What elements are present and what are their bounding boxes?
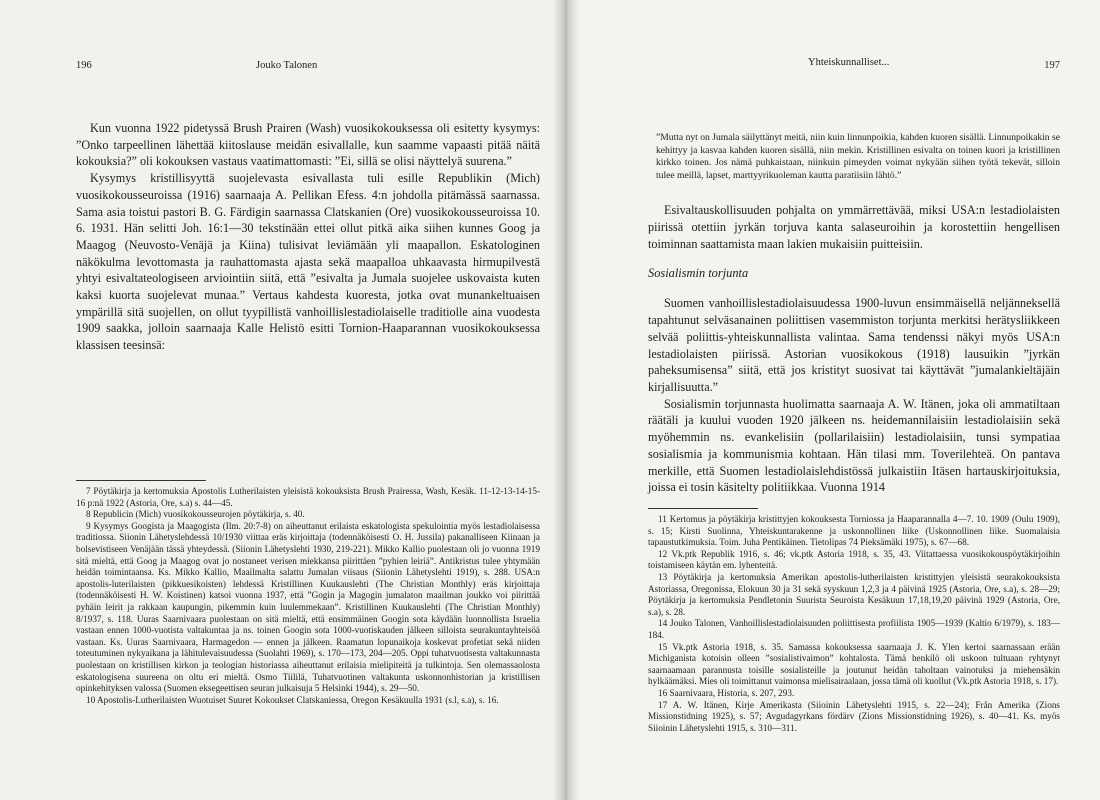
left-page-header: [76, 60, 540, 80]
right-page: [566, 0, 1100, 800]
footnote-8: 8 Republicin (Mich) vuosikokousseurojen pöytäkirja, s. 40.: [86, 509, 305, 520]
right-paragraph-2: Suomen vanhoillislestadiolaisuudessa 1900-luvun ensimmäisellä neljänneksellä tapahtunut selväsanainen poliittisen vasemmiston torjunta merkitsi herätysliikkeen selvää poliittis-yhteiskunnallista valintaa. Sama tendenssi näkyi myös USA:n lestadiolaisten piirissä. Astorian vuosikokous (1918) lausuikin ”jyrkän paheksumisensa” siitä, että jos kristityt suosivat tai käyttävät ”jumalankieltäjäin kirjallisuutta.”: [648, 296, 1060, 394]
footnote-15: 15 Vk.ptk Astoria 1918, s. 35. Samassa kokouksessa saarnaaja J. K. Ylen kertoi saarnassaan erään Michiganista kotoisin olleen ”sosialistivaimon” kohtalosta. Tämä henkilö oli uskoon tultuaan ryhtynyt saarnaamaan parannusta toisille sosialisteille ja joutunut heidän taholtaan vainotuksi ja miehensäkin hylkäämäksi. Mies oli toimittanut vaimonsa mielisairaalaan, jossa tämä oli kuollut (Vk.ptk Astoria 1918, s. 17).: [648, 641, 1060, 687]
left-footnotes: [76, 480, 540, 706]
footnote-rule: [648, 508, 758, 509]
right-body-text-2: [648, 295, 1060, 495]
left-paragraph-2: Kysymys kristillisyyttä suojelevasta esivallasta tuli esille Republikin (Mich) vuosikokousseuroissa (1916) saarnaaja A. Pellikan Efess. 4:n johdolla pitämässä saarnassa. Sama asia toistui pastori B. G. Färdigin saarnassa Clatskanien (Ore) vuosikokousseuroissa 10. 6. 1931. Hän selitti Joh. 16:1—30 tekstinään ettei ollut pitkä aika siihen kunnes Goog ja Maagog (Neuvosto-Venäjä ja Kiina) tulisivat leviämään yli maapallon. Eskatologinen näkökulma levottomasta ja rauhattomasta ajasta sekä maapalloa uhkaavasta hirmupilvestä yhtyi esivaltateologiseen arviointiin siitä, että ”esivalta ja Jumala suojelee uskovaista kuten kaksi kuorta suojelevat munaa.” Vertaus kahdesta kuoresta, jotka ovat munankeltuaisen ympärillä sitä suojellen, on ollut tyypillistä vanhoillislestadiolaiselle traditiolle aina vuodesta 1909 saakka, jolloin saarnaaja Kalle Helistö esitti Tornion-Haaparannan vuosikokouksessa klassisen teesinsä:: [76, 171, 540, 353]
footnote-11: 11 Kertomus ja pöytäkirja kristittyjen kokouksesta Torniossa ja Haaparannalla 4—7. 10. 1909 (Oulu 1909), s. 15; Kirsti Suolinna, Yhteiskuntarakenne ja uskonnollinen liike (Uskonnollinen liike. Suomalaisia tapaustutkimuksia. Toim. Juha Pentikäinen. Tietolipas 74 Pieksämäki 1975), s. 67—68.: [648, 514, 1060, 548]
right-page-number: 197: [1044, 60, 1060, 71]
book-gutter-shadow: [553, 0, 579, 800]
footnote-9: 9 Kysymys Googista ja Maagogista (Ilm. 20:7-8) on aiheuttanut erilaista eskatologista spekulointia myös lestadiolaisessa traditiossa. Siionin Lähetyslehdessä 10/1930 viittaa eräs kirjoittaja (todennäköisesti O. H. Jussila) pakanalliseen Kiinaan ja bolsevistiseen Venäjään tässä yhteydessä. (Siionin Lähetyslehti 1930, 219-221). Mikko Kallio puolestaan oli jo vuonna 1919 sitä mieltä, että Goog ja Maagog ovat jo nostaneet verisen miekkansa piirittäen ”pyhien leiriä”. Antikristus tulee yhtymään heidän toimintaansa. Ks. Mikko Kallio, Maailmalta salattu Jumalan viisaus (Siionin Lähetyslehti 1919), s. 288. USA:n apostolis-luterilaisten (pikkuesikoisten) lehdessä Kristillinen Kuukauslehti (The Christian Monthly) eräs kirjoittaja (todennäköisesti H. W. Koistinen) katsoi vuonna 1937, että ”Gogin ja Magogin jumalaton maailman joukko voi piirittää pyhäin leirit ja rakkaan kaupungin, pikemmin kuin luulemmekaan”. Kristillinen Kuukauslehti (The Christian Monthly) 8/1937, s. 118. Uuras Saarnivaara puolestaan on sitä mieltä, että ensimmäinen Googin sota käydään luonnollista Israelia vastaan ennen 1000-vuotista valtakuntaa ja ns. toinen Googin sota 1000-vuotiskauden jälkeen silloista seurakuntayhteisöä vastaan. Ks. Uuras Saarnivaara, Harmagedon — ennen ja jälkeen. Raamatun lopunaikoja koskevat profetiat sekä niiden toteutuminen nykyaikana ja lähitulevaisuudessa (Suolahti 1969), s. 170—173, 204—205. Oppi tuhatvuotisesta valtakunnasta puolestaan on kristillisen kirkon ja teologian historiassa aiheuttanut erilaisia mielipiteitä ja tulkintoja. Sen olemassaolosta eskatologisena suureena on oltu eri mieltä. Osmo Tiililä, Tuhatvuotinen valtakunta uskonnonhistorian ja kristillisen opinkehityksen valossa (Suomen eksegeettisen seuran julkaisuja 5 Helsinki 1944), s. 29—50.: [76, 520, 540, 694]
footnote-14: 14 Jouko Talonen, Vanhoillislestadiolaisuuden poliittisesta profiilista 1905—1939 (Kaltio 6/1979), s. 183—184.: [648, 618, 1060, 640]
right-running-head: Yhteiskunnalliset...: [808, 57, 890, 68]
footnote-7: 7 Pöytäkirja ja kertomuksia Apostolis Lutherilaisten yleisistä kokouksista Brush Prairessa, Wash, Kesäk. 11-12-13-14-15-16 p:nä 1922 (Astoria, Ore, s.a) s. 44—45.: [76, 486, 540, 508]
right-paragraph-1: Esivaltauskollisuuden pohjalta on ymmärrettävää, miksi USA:n lestadiolaisten piirissä otettiin jyrkän torjuva kanta salaseuroihin ja korostettiin hengellisen toiminnan saattamista maan lakien mukaisiin puitteisiin.: [648, 203, 1060, 251]
left-paragraph-1: Kun vuonna 1922 pidetyssä Brush Prairen (Wash) vuosikokouksessa oli esitetty kysymys: ”Onko tarpeellinen lähettää kiitoslause meidän esivallalle, kun saamme vapaasti pitää näitä kokouksia?” oli kokouksen vastaus vaatimattomasti: ”Ei, sillä se olisi näyttelyä suurena.”: [76, 121, 540, 169]
right-body-text: [648, 202, 1060, 252]
right-paragraph-3: Sosialismin torjunnasta huolimatta saarnaaja A. W. Itänen, joka oli ammatiltaan räätäli ja kuului vuoden 1920 jälkeen ns. heidemannilaisiin lestadiolaisiin sekä myöhemmin ns. evankelisiin (pollarilaisiin) lestadiolaisiin, tunsi sympatiaa sosialismia ja kommunismia kohtaan. Hän tilasi mm. Toverilehteä. On pantava merkille, että Suomen lestadiolaislehdistössä julkaistiin Itäsen hartauskirjoituksia, joissa ei tosin käsitelty politiikkaa. Vuonna 1914: [648, 396, 1060, 495]
section-heading: Sosialismin torjunta: [648, 266, 749, 281]
left-page-number: 196: [76, 60, 92, 71]
right-footnotes: [648, 508, 1060, 734]
block-quote-text: ”Mutta nyt on Jumala säilyttänyt meitä, niin kuin linnunpoikia, kahden kuoren sisällä. Linnunpoikakin se kehittyy ja kasvaa kahden kuoren sisällä, niin mekin. Kristillinen esivalta on toinen kuori ja kristillinen kirkko toinen. Jos nämä puhkaistaan, niinkuin pimeyden voimat nykyään siihen työtä tekevät, silloin tulee meillä, lapset, marttyyrikuoleman kautta paratiisiin lähtö.”: [656, 132, 1060, 181]
footnote-17: 17 A. W. Itänen, Kirje Amerikasta (Siioinin Lähetyslehti 1915, s. 22—24); Från Amerika (Zions Missionstidning 1925), s. 57; Avgudagyrkans fördärv (Zions Missionstidning 1926), s. 40—41. Ks. myös Siioinin Lähetyslehti 1915, s. 310—311.: [648, 699, 1060, 733]
right-page-header: [648, 57, 1060, 80]
footnote-rule: [76, 480, 206, 481]
footnote-13: 13 Pöytäkirja ja kertomuksia Amerikan apostolis-lutherilaisten kristittyjen yleisistä seurakokouksista Astoriassa, Oregonissa, Elokuun 30 ja 31 sekä syyskuun 1,2,3 ja 4 päivinä 1925 (Astoria, Ore, s.a), s. 28—29; Pöytäkirja ja kertomuksia Pendletonin Suurista Seuroista Kesäkuun 17,18,19,20 päivinä 1929 (Astoria, Ore, s.a), s. 28.: [648, 571, 1060, 617]
left-body-text: [76, 120, 540, 354]
footnote-10: 10 Apostolis-Lutherilaisten Wuotuiset Suuret Kokoukset Clatskaniessa, Oregon Kesäkuulla 1931 (s.l, s.a), s. 16.: [86, 694, 499, 705]
block-quote: [648, 132, 1060, 182]
left-running-head: Jouko Talonen: [256, 60, 318, 71]
footnote-16: 16 Saarnivaara, Historia, s. 207, 293.: [658, 687, 795, 698]
footnote-12: 12 Vk.ptk Republik 1916, s. 46; vk.ptk Astoria 1918, s. 35, 43. Viitattaessa vuosikokouspöytäkirjoihin toistamiseen käytän em. lyhenteitä.: [648, 548, 1060, 571]
